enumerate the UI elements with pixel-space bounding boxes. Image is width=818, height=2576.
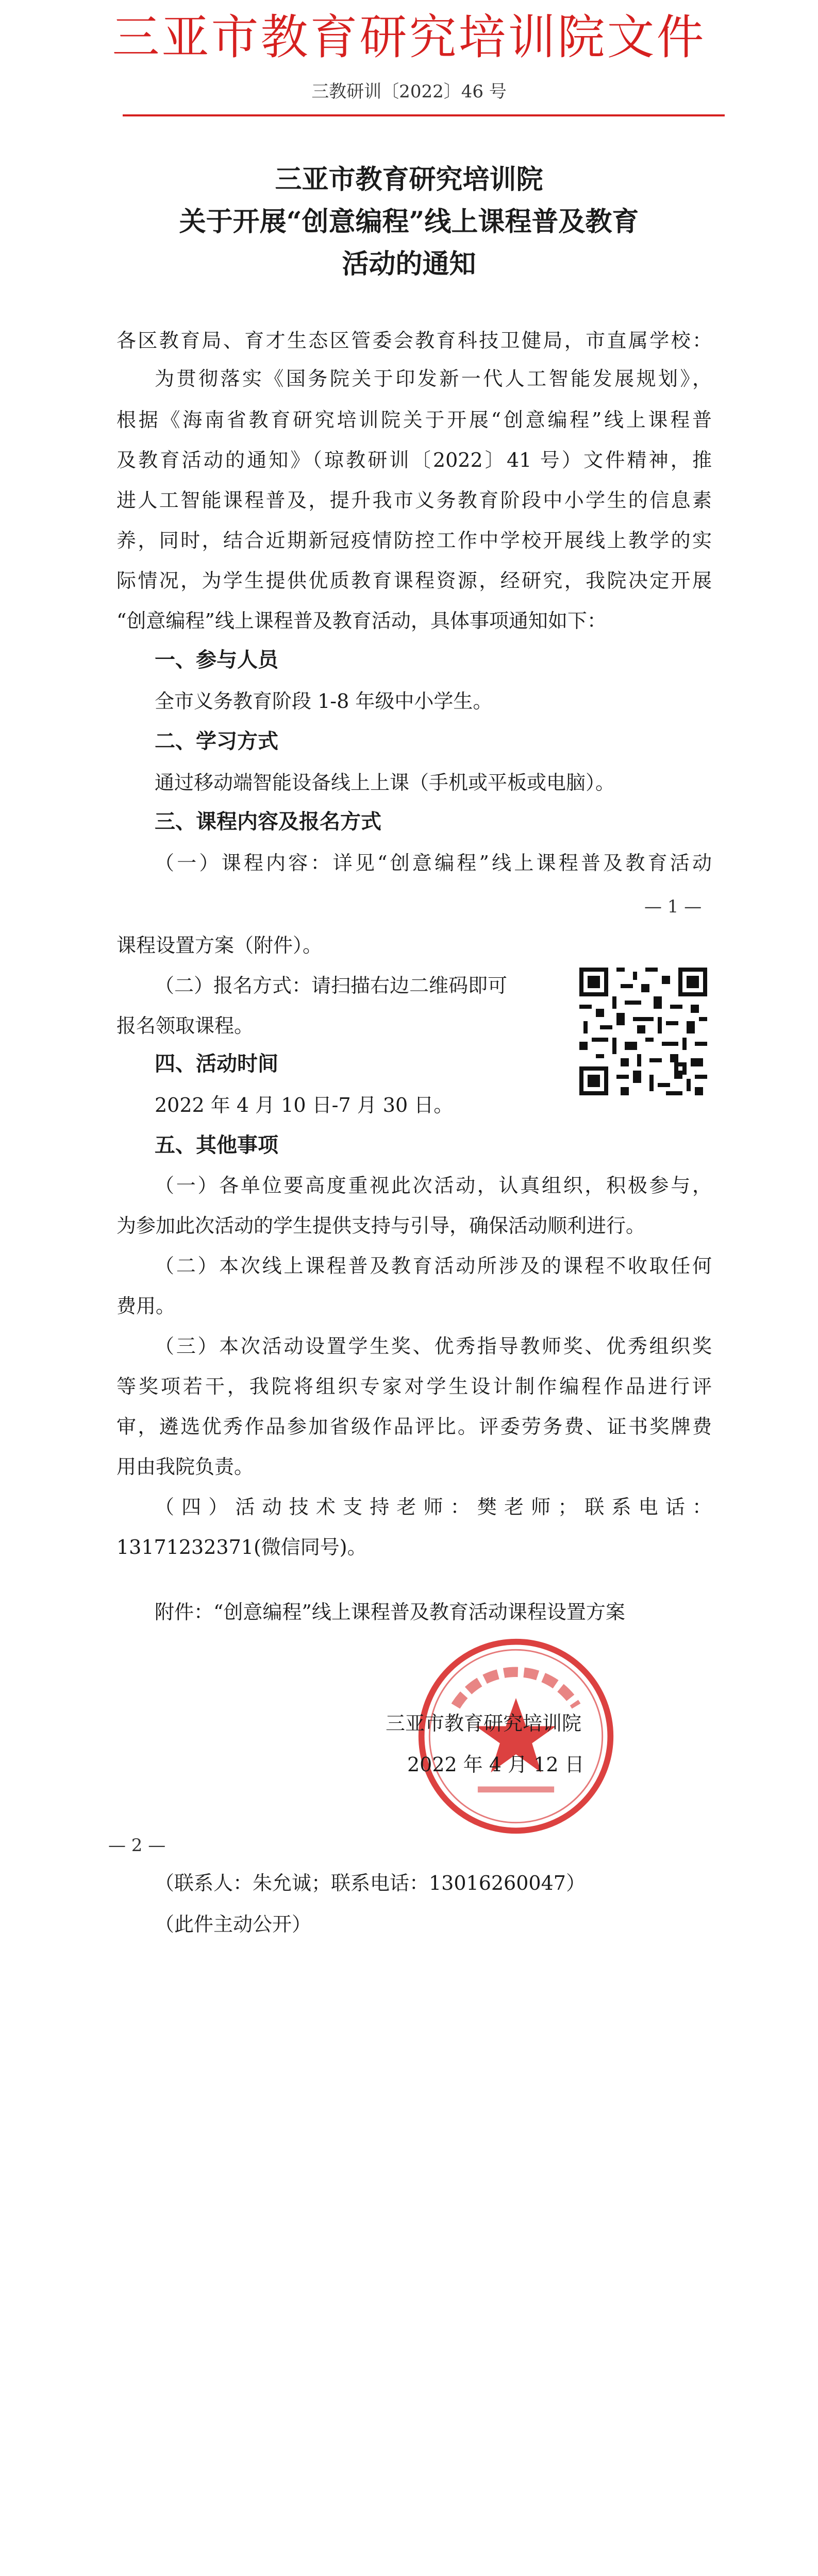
masthead-red-rule [123, 114, 725, 116]
section-5-item-2-line-2: 费用。 [116, 1295, 176, 1317]
title-line-1: 三亚市教育研究培训院 [275, 164, 543, 195]
section-2-heading: 二、学习方式 [155, 729, 278, 753]
section-5-item-1-line-2: 为参加此次活动的学生提供支持与引导，确保活动顺利进行。 [116, 1214, 646, 1237]
section-4-text: 2022 年 4 月 10 日-7 月 30 日。 [155, 1094, 454, 1116]
contact-info: （联系人：朱允诚；联系电话：13016260047） [155, 1872, 586, 1894]
section-1-text: 全市义务教育阶段 1-8 年级中小学生。 [155, 690, 493, 713]
salutation: 各区教育局、育才生态区管委会教育科技卫健局，市直属学校： [116, 329, 712, 352]
section-5-item-3-line-3: 审，遴选优秀作品参加省级作品评比。评委劳务费、证书奖牌费 [116, 1415, 712, 1438]
document-masthead: 三亚市教育研究培训院文件 [112, 10, 706, 65]
intro-line-6: 际情况，为学生提供优质教育课程资源，经研究，我院决定开展 [116, 569, 712, 592]
section-5-item-4-line-1: （四）活动技术支持老师：樊老师；联系电话： [155, 1496, 712, 1518]
section-5-item-3-line-4: 用由我院负责。 [116, 1455, 254, 1478]
signature-organization: 三亚市教育研究培训院 [386, 1712, 582, 1735]
intro-line-2: 根据《海南省教育研究培训院关于开展“创意编程”线上课程普 [116, 409, 712, 431]
title-line-2: 关于开展“创意编程”线上课程普及教育 [179, 206, 639, 238]
signature-date: 2022 年 4 月 12 日 [407, 1753, 585, 1776]
section-2-text: 通过移动端智能设备线上上课（手机或平板或电脑）。 [155, 771, 615, 794]
attachment-note: 附件：“创意编程”线上课程普及教育活动课程设置方案 [155, 1601, 625, 1623]
section-4-heading: 四、活动时间 [155, 1052, 278, 1076]
page-number-1: — 1 — [644, 896, 702, 917]
page-number-2: — 2 — [108, 1835, 166, 1856]
title-line-3: 活动的通知 [342, 248, 476, 280]
section-3-item-1-line-2: 课程设置方案（附件）。 [116, 934, 323, 957]
section-3-item-2-line-2: 报名领取课程。 [116, 1014, 254, 1037]
section-5-item-1-line-1: （一）各单位要高度重视此次活动，认真组织，积极参与， [155, 1174, 712, 1197]
section-3-item-2-line-1: （二）报名方式：请扫描右边二维码即可 [155, 974, 508, 997]
section-3-item-1-line-1: （一）课程内容：详见“创意编程”线上课程普及教育活动 [155, 852, 712, 874]
intro-line-3: 及教育活动的通知》（琼教研训〔2022〕41 号）文件精神，推 [116, 449, 712, 471]
intro-line-5: 养，同时，结合近期新冠疫情防控工作中学校开展线上教学的实 [116, 529, 712, 552]
section-5-item-3-line-1: （三）本次活动设置学生奖、优秀指导教师奖、优秀组织奖 [155, 1335, 712, 1358]
intro-line-7: “创意编程”线上课程普及教育活动，具体事项通知如下： [116, 609, 607, 632]
section-5-item-2-line-1: （二）本次线上课程普及教育活动所涉及的课程不收取任何 [155, 1255, 712, 1277]
section-5-item-3-line-2: 等奖项若干，我院将组织专家对学生设计制作编程作品进行评 [116, 1375, 712, 1398]
section-1-heading: 一、参与人员 [155, 648, 278, 672]
document-number: 三教研训〔2022〕46 号 [311, 81, 507, 102]
registration-qr-code[interactable] [575, 963, 711, 1099]
section-5-heading: 五、其他事项 [155, 1133, 278, 1157]
disclosure-note: （此件主动公开） [155, 1913, 312, 1936]
section-5-item-4-line-2: 13171232371(微信同号)。 [116, 1536, 367, 1558]
intro-line-1: 为贯彻落实《国务院关于印发新一代人工智能发展规划》， [155, 367, 712, 390]
section-3-heading: 三、课程内容及报名方式 [155, 809, 381, 834]
intro-line-4: 进人工智能课程普及，提升我市义务教育阶段中小学生的信息素 [116, 489, 712, 512]
